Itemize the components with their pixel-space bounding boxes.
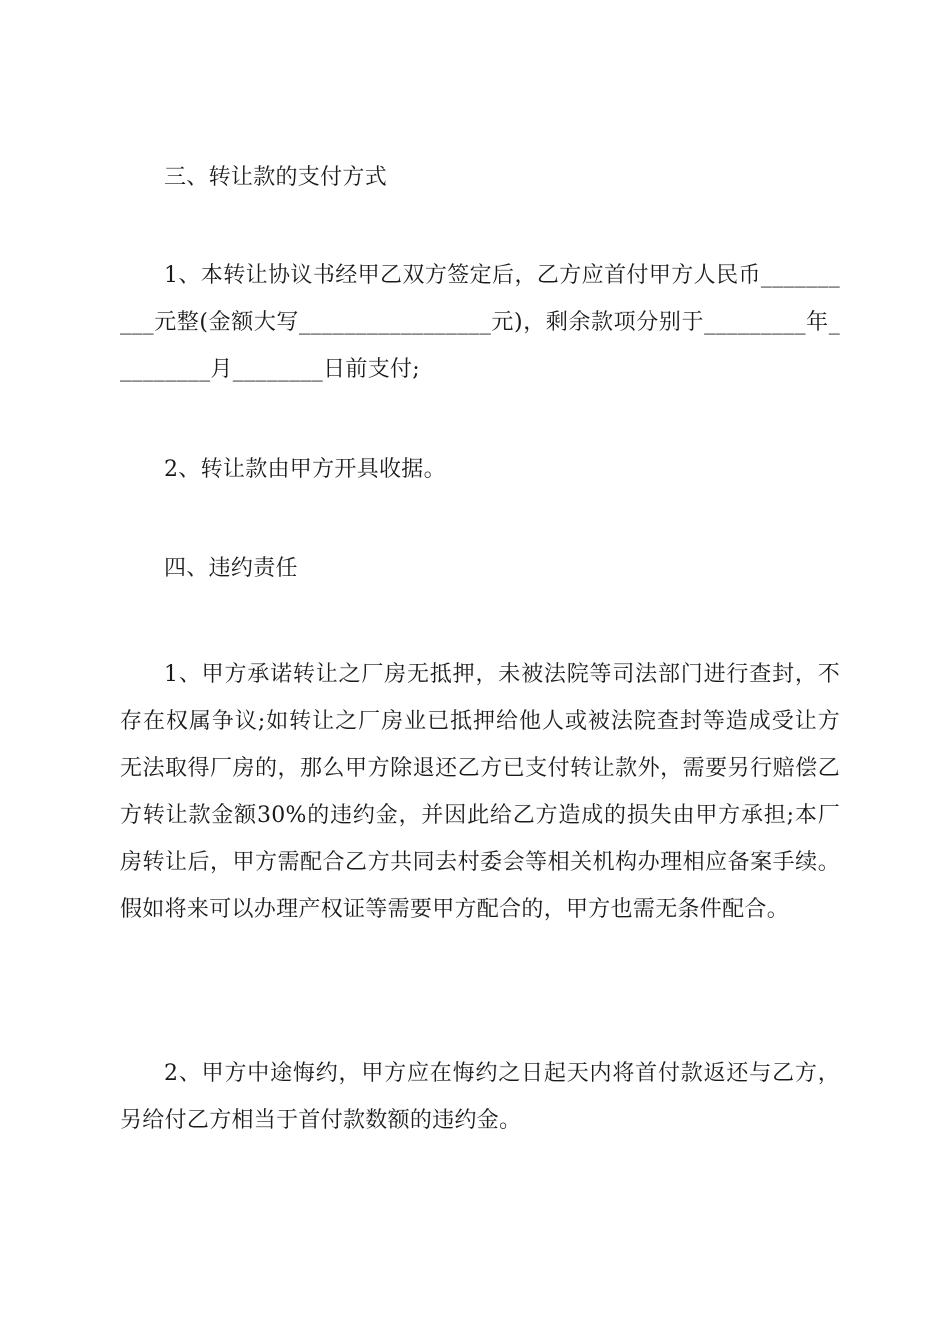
section-heading-payment: 三、转让款的支付方式 xyxy=(164,165,388,190)
section-heading-liability: 四、违约责任 xyxy=(164,556,298,581)
paragraph-seller-guarantee: 1、甲方承诺转让之厂房无抵押，未被法院等司法部门进行查封，不存在权属争议;如转让之厂房业已抵押给他人或被法院查封等造成受让方无法取得厂房的，那么甲方除退还乙方已支付转让款外，需要另行赔偿乙方转让款金额30%的违约金，并因此给乙方造成的损失由甲方承担;本厂房转让后，甲方需配合乙方共同去村委会等相关机构办理相应备案手续。假如将来可以办理产权证等需要甲方配合的，甲方也需无条件配合。 xyxy=(120,662,840,922)
paragraph-receipt: 2、转让款由甲方开具收据。 xyxy=(164,457,446,482)
paragraph-payment-terms: 1、本转让协议书经甲乙双方签定后，乙方应首付甲方人民币__________元整(金额大写_________________元)，剩余款项分别于_________年_________月________日前支付; xyxy=(120,263,840,382)
paragraph-breach-of-contract: 2、甲方中途悔约，甲方应在悔约之日起天内将首付款返还与乙方，另给付乙方相当于首付款数额的违约金。 xyxy=(120,1061,840,1133)
